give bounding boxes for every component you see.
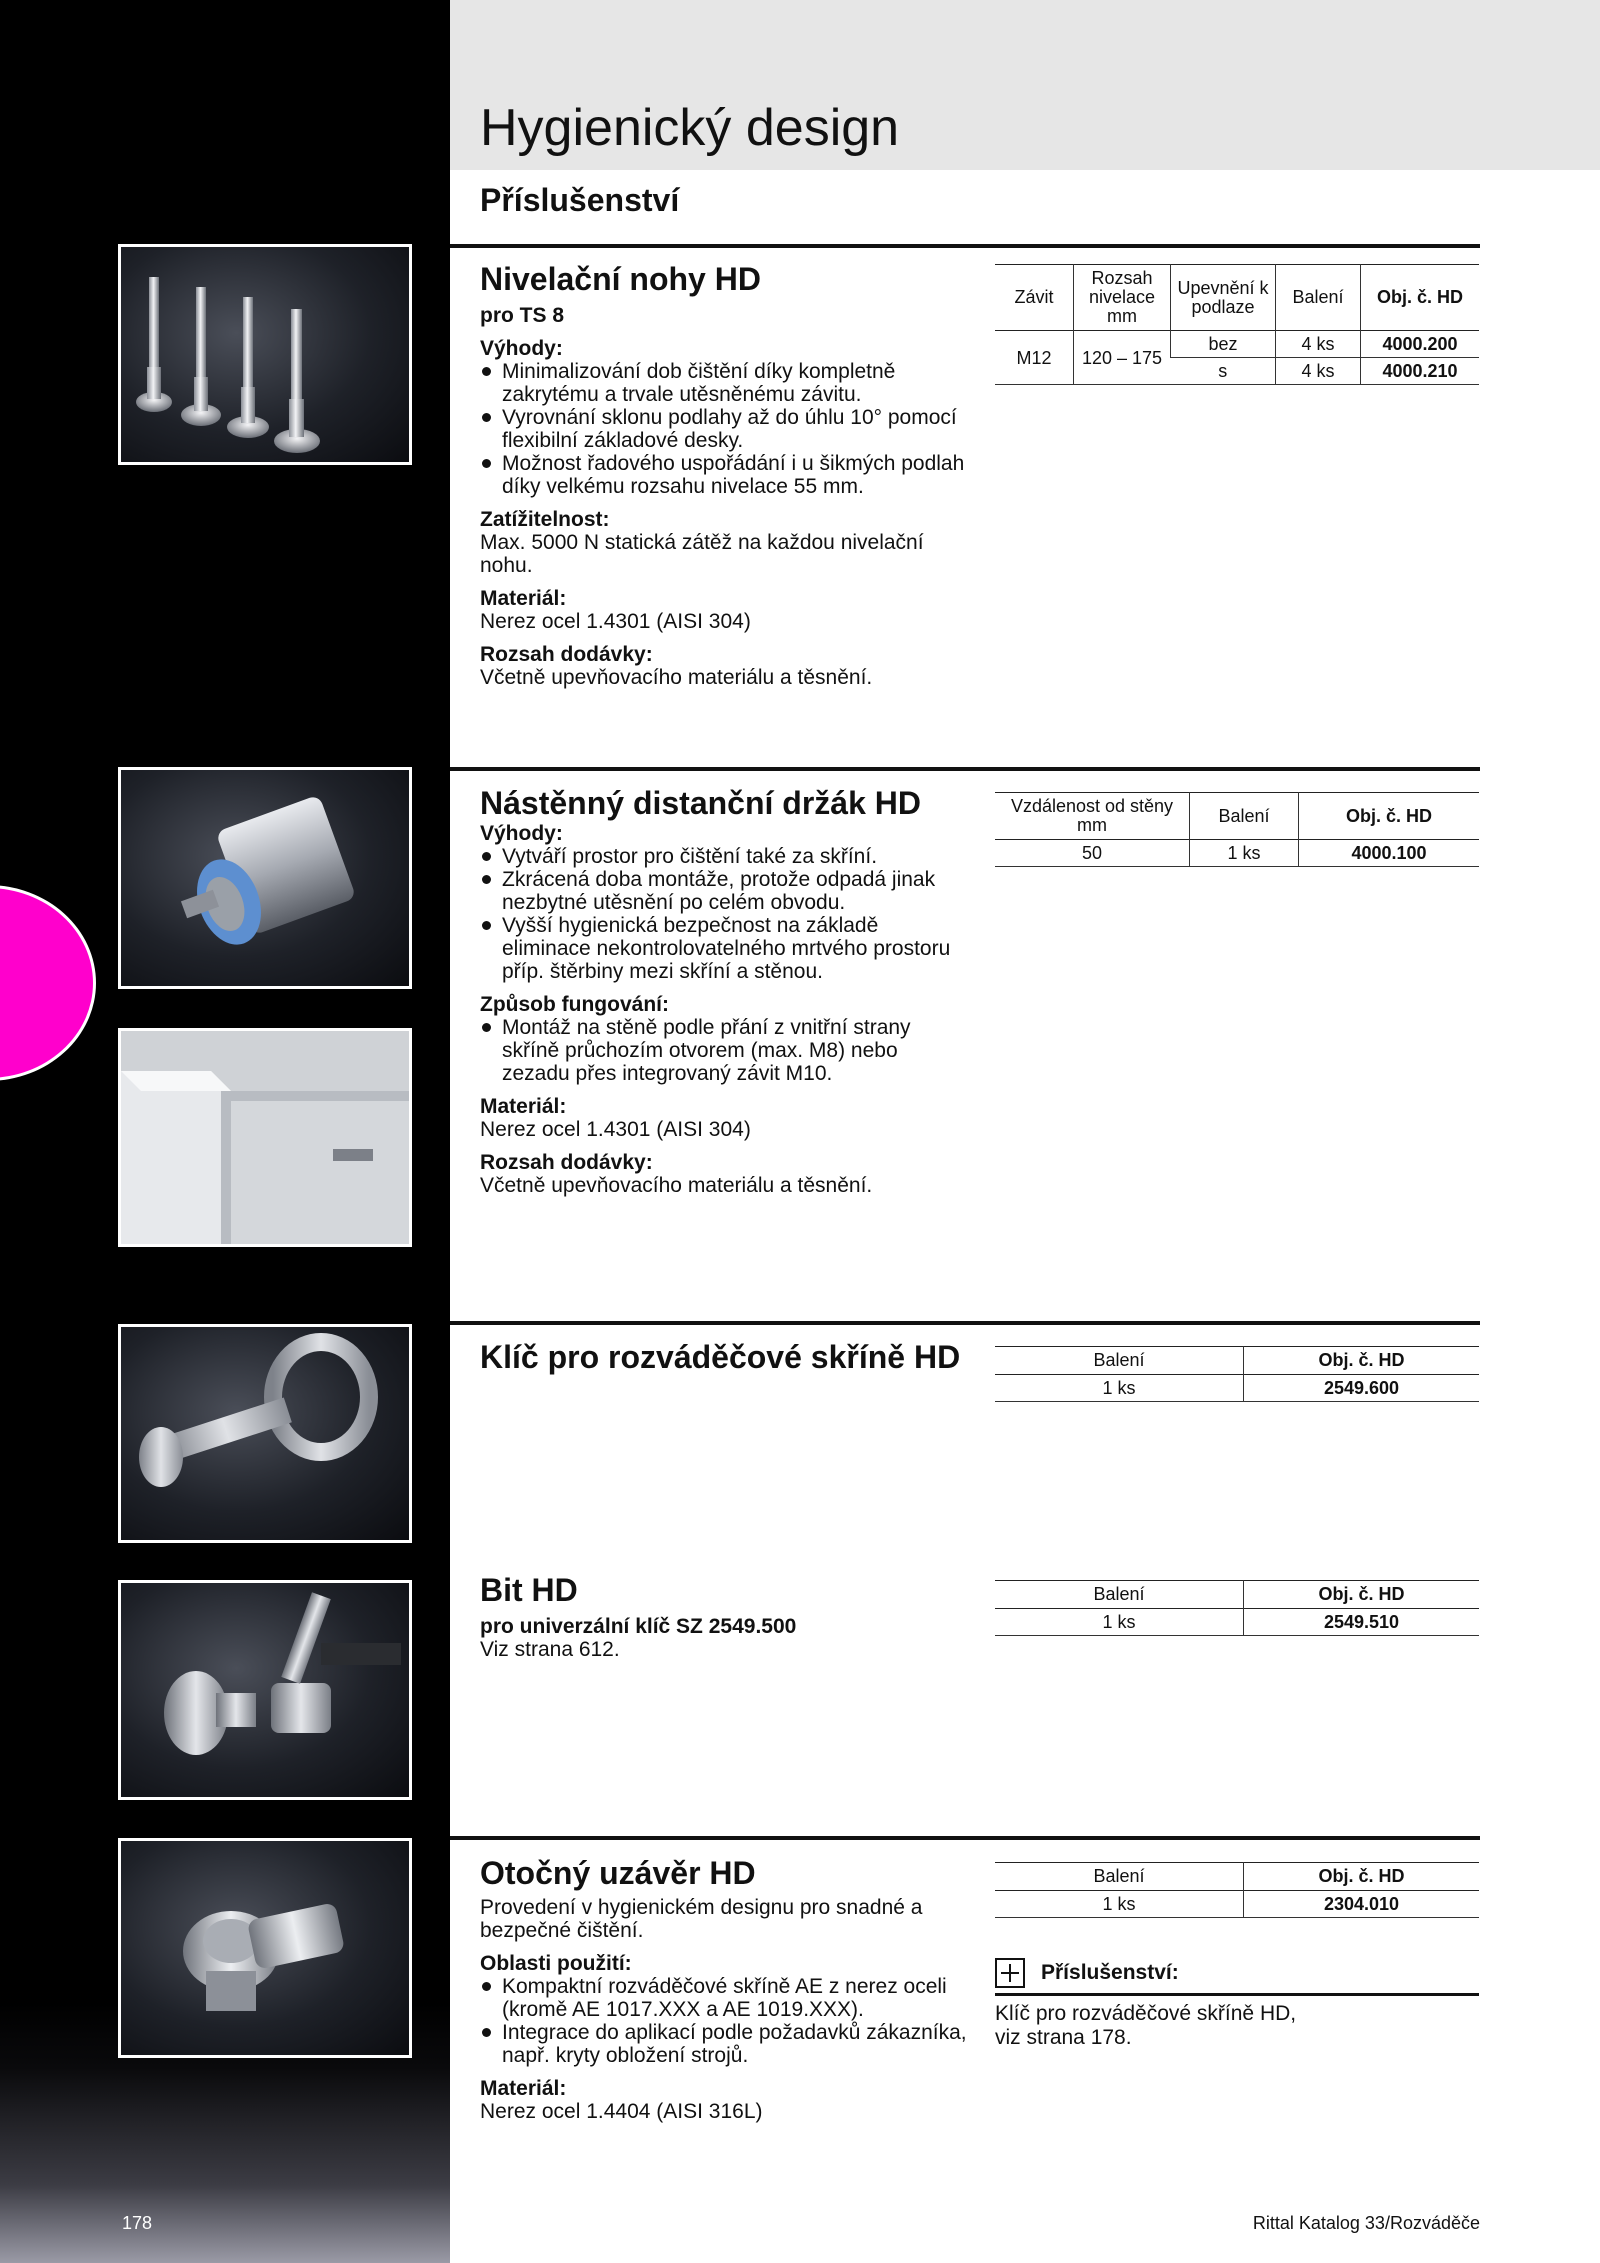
table-cell: 4 ks	[1276, 331, 1361, 358]
product-intro: Provedení v hygienickém designu pro snadné a bezpečné čištění.	[480, 1896, 923, 1942]
material-label: Materiál:	[480, 2077, 567, 2100]
product-photo-wall-spacer	[118, 767, 412, 989]
col-header: Obj. č. HD	[1361, 265, 1480, 331]
function-label: Způsob fungování:	[480, 993, 669, 1016]
product-quarter-turn-lock	[480, 1854, 970, 2123]
usage-item: Kompaktní rozváděčové skříně AE z nerez oceli (kromě AE 1017.XXX a AE 1019.XXX).	[480, 1975, 970, 2021]
product-photo-quarter-turn-lock	[118, 1838, 412, 2058]
table-cell: 4000.100	[1299, 840, 1480, 867]
spec-table-leveling-feet	[995, 264, 1479, 385]
usage-item: Integrace do aplikací podle požadavků zákazníka, např. kryty obložení strojů.	[480, 2021, 970, 2067]
product-photo-bit	[118, 1580, 412, 1800]
load-label: Zatížitelnost:	[480, 508, 610, 531]
product-photo-wall-spacer-mounted	[118, 1028, 412, 1247]
usage-list	[480, 1975, 970, 2067]
scope-text: Včetně upevňovacího materiálu a těsnění.	[480, 1174, 873, 1197]
benefits-list	[480, 845, 970, 983]
scope-label: Rozsah dodávky:	[480, 1151, 653, 1174]
product-subtitle: pro univerzální klíč SZ 2549.500	[480, 1615, 797, 1638]
product-bit	[480, 1571, 970, 1661]
section-divider	[450, 1836, 1480, 1840]
table-cell: 4 ks	[1276, 358, 1361, 385]
product-photo-leveling-feet	[118, 244, 412, 465]
catalog-label: Rittal Katalog 33/Rozváděče	[1252, 2213, 1480, 2233]
spec-table-cabinet-key	[995, 1346, 1479, 1402]
material-label: Materiál:	[480, 587, 567, 610]
product-leveling-feet	[480, 260, 970, 689]
table-cell: 1 ks	[995, 1375, 1244, 1402]
section-divider	[450, 244, 1480, 248]
col-header: Balení	[1093, 1584, 1145, 1604]
scope-label: Rozsah dodávky:	[480, 643, 653, 666]
col-header: Obj. č. HD	[1244, 1581, 1480, 1609]
col-header: Balení	[1093, 1866, 1145, 1886]
plus-icon	[995, 1958, 1025, 1988]
section-title: Příslušenství	[480, 182, 680, 218]
benefit-item: Minimalizování dob čištění díky kompletně zakrytému a trvale utěsněnému závitu.	[480, 360, 970, 406]
benefit-item: Vyšší hygienická bezpečnost na základě eliminace nekontrolovatelného mrtvého prostoru příp. štěrbiny mezi skříní a stěnou.	[480, 914, 970, 983]
table-cell: 2304.010	[1244, 1891, 1480, 1918]
material-label: Materiál:	[480, 1095, 567, 1118]
table-cell: 1 ks	[995, 1891, 1244, 1918]
product-cabinet-key	[480, 1338, 1000, 1382]
table-cell: 2549.600	[1244, 1375, 1480, 1402]
col-header: Rozsah nivelace mm	[1074, 265, 1171, 331]
product-title: Bit HD	[480, 1572, 578, 1608]
product-photo-key	[118, 1324, 412, 1543]
benefit-item: Vytváří prostor pro čištění také za skříní.	[480, 845, 970, 868]
accessory-header	[995, 1958, 1479, 1996]
spec-table-quarter-turn-lock	[995, 1862, 1479, 1918]
material-text: Nerez ocel 1.4301 (AISI 304)	[480, 1118, 751, 1141]
accessory-box	[995, 1958, 1479, 2050]
product-title: Nástěnný distanční držák HD	[480, 785, 921, 821]
product-note: Viz strana 612.	[480, 1638, 620, 1661]
accessory-title: Příslušenství:	[1041, 1961, 1179, 1984]
col-header: Obj. č. HD	[1299, 793, 1480, 840]
spec-table-wall-spacer	[995, 792, 1479, 867]
benefit-item: Možnost řadového uspořádání i u šikmých podlah díky velkému rozsahu nivelace 55 mm.	[480, 452, 970, 498]
material-text: Nerez ocel 1.4301 (AISI 304)	[480, 610, 751, 633]
product-title: Otočný uzávěr HD	[480, 1855, 756, 1891]
col-header: Obj. č. HD	[1244, 1863, 1480, 1891]
col-header: Závit	[1014, 287, 1054, 307]
benefits-label: Výhody:	[480, 822, 563, 845]
table-cell: 1 ks	[995, 1609, 1244, 1636]
benefits-label: Výhody:	[480, 337, 563, 360]
accessory-link-text[interactable]: Klíč pro rozváděčové skříně HD, viz strana 178.	[995, 2002, 1297, 2049]
benefits-list	[480, 360, 970, 498]
benefit-item: Vyrovnání sklonu podlahy až do úhlu 10° pomocí flexibilní základové desky.	[480, 406, 970, 452]
table-cell: 120 – 175	[1074, 331, 1171, 385]
col-header: Vzdálenost od stěny mm	[1010, 796, 1174, 835]
col-header: Upevnění k podlaze	[1171, 265, 1276, 331]
table-cell: bez	[1171, 331, 1276, 358]
section-divider	[450, 1321, 1480, 1325]
product-wall-spacer	[480, 784, 970, 1197]
page-number: 178	[122, 2213, 153, 2233]
function-item: Montáž na stěně podle přání z vnitřní strany skříně průchozím otvorem (max. M8) nebo zezadu přes integrovaný závit M10.	[480, 1016, 970, 1085]
scope-text: Včetně upevňovacího materiálu a těsnění.	[480, 666, 873, 689]
product-title: Nivelační nohy HD	[480, 261, 761, 297]
col-header: Balení	[1190, 793, 1299, 840]
page-title: Hygienický design	[480, 99, 900, 157]
table-cell: 1 ks	[1190, 840, 1299, 867]
col-header: Balení	[1276, 265, 1361, 331]
spec-table-bit	[995, 1580, 1479, 1636]
table-cell: s	[1171, 358, 1276, 385]
col-header: Balení	[1093, 1350, 1145, 1370]
table-cell: 4000.210	[1361, 358, 1480, 385]
product-subtitle: pro TS 8	[480, 304, 565, 327]
table-cell: 50	[995, 840, 1190, 867]
table-cell: M12	[995, 331, 1074, 385]
benefit-item: Zkrácená doba montáže, protože odpadá jinak nezbytné utěsnění po celém obvodu.	[480, 868, 970, 914]
section-divider	[450, 767, 1480, 771]
material-text: Nerez ocel 1.4404 (AISI 316L)	[480, 2100, 763, 2123]
col-header: Obj. č. HD	[1244, 1347, 1480, 1375]
table-cell: 2549.510	[1244, 1609, 1480, 1636]
product-title: Klíč pro rozváděčové skříně HD	[480, 1339, 961, 1375]
function-list	[480, 1016, 970, 1085]
usage-label: Oblasti použití:	[480, 1952, 632, 1975]
table-cell: 4000.200	[1361, 331, 1480, 358]
load-text: Max. 5000 N statická zátěž na každou nivelační nohu.	[480, 531, 924, 577]
